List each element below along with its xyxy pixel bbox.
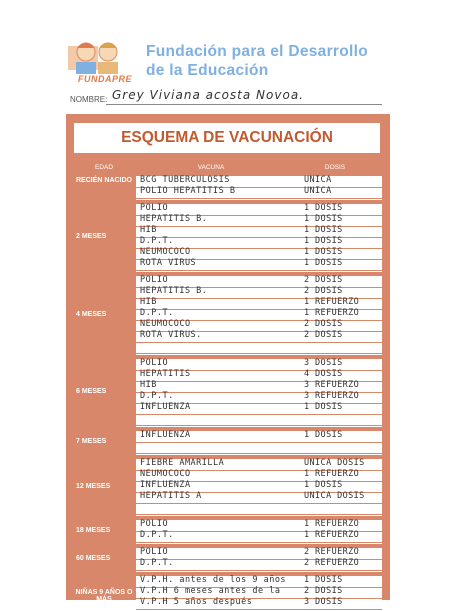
vaccine-name: POLIO — [140, 275, 169, 285]
vaccine-name: D.P.T. — [140, 558, 174, 568]
vaccine-name: INFLUENZA — [140, 480, 191, 490]
vaccine-row — [136, 342, 382, 354]
dose-value: 2 DOSIS — [304, 275, 343, 285]
vaccine-row — [136, 414, 382, 426]
dose-value: UNICA — [304, 175, 332, 185]
vaccine-name: D.P.T. — [140, 391, 174, 401]
vaccine-name: NEUMOCOCO — [140, 469, 191, 479]
dose-value: 1 REFUERZO — [304, 519, 360, 529]
age-label: NIÑAS 9 AÑOS O MÁS — [75, 588, 133, 603]
dose-value: 1 DOSIS — [304, 258, 343, 268]
vaccine-name: NEUMOCOCO — [140, 247, 191, 257]
dose-value: 1 REFUERZO — [304, 308, 360, 318]
dose-value: 1 REFUERZO — [304, 530, 360, 540]
vaccine-row — [136, 187, 382, 199]
dose-value: 1 DOSIS — [304, 203, 343, 213]
vaccine-name: V.P.H. antes de los 9 años — [140, 575, 287, 585]
column-header-dose: DOSIS — [324, 164, 346, 171]
vaccine-name: HEPATITIS B. — [140, 286, 208, 296]
name-value: Grey Viviana acosta Novoa. — [112, 88, 304, 102]
vaccine-name: HEPATITIS — [140, 369, 191, 379]
age-label: 2 MESES — [76, 233, 107, 240]
vaccine-name: ROTA VIRUS. — [140, 330, 202, 340]
vaccine-row — [136, 442, 382, 454]
vaccine-name: D.P.T. — [140, 236, 174, 246]
dose-value: 1 DOSIS — [304, 225, 343, 235]
dose-value: 1 DOSIS — [304, 402, 343, 412]
children-logo-icon — [66, 38, 138, 78]
dose-value: 1 DOSIS — [304, 236, 343, 246]
dose-value: 1 DOSIS — [304, 214, 343, 224]
vaccine-row — [136, 559, 382, 571]
org-line-1: Fundación para el Desarrollo — [146, 43, 369, 60]
vaccine-row — [136, 259, 382, 271]
vaccine-name: HEPATITIS A — [140, 491, 202, 501]
vaccine-name: POLIO — [140, 519, 169, 529]
age-label: 18 MESES — [76, 527, 111, 534]
dose-value: 4 DOSIS — [304, 369, 343, 379]
vaccine-name: HEPATITIS B. — [140, 214, 208, 224]
dose-value: 2 REFUERZO — [304, 547, 360, 557]
dose-value: 1 DOSIS — [304, 247, 343, 257]
dose-value: 3 DOSIS — [304, 597, 343, 607]
age-label: 6 MESES — [76, 388, 107, 395]
vaccine-name: BCG TUBERCULOSIS — [140, 175, 230, 185]
dose-value: 2 REFUERZO — [304, 558, 360, 568]
age-label: 7 MESES — [76, 438, 107, 445]
dose-value: 1 REFUERZO — [304, 469, 360, 479]
dose-value: 1 DOSIS — [304, 430, 343, 440]
vaccine-name: ROTA VIRUS — [140, 258, 197, 268]
column-header-vaccine: VACUNA — [197, 164, 225, 171]
vaccine-name: INFLUENZA — [140, 402, 191, 412]
dose-value: 3 DOSIS — [304, 358, 343, 368]
name-underline — [106, 104, 382, 105]
dose-value: 2 DOSIS — [304, 586, 343, 596]
vaccine-name: POLIO — [140, 358, 169, 368]
age-label: 60 MESES — [76, 555, 111, 562]
vaccine-name: D.P.T. — [140, 530, 174, 540]
organization-name — [146, 42, 446, 80]
age-label: RECIÉN NACIDO — [76, 177, 133, 184]
dose-value: 2 DOSIS — [304, 286, 343, 296]
vaccine-name: D.P.T. — [140, 308, 174, 318]
vaccine-name: POLIO — [140, 547, 169, 557]
name-label: NOMBRE: — [70, 95, 108, 104]
vaccine-name: HIB — [140, 297, 157, 307]
dose-value: 1 DOSIS — [304, 480, 343, 490]
vaccine-name: HIB — [140, 225, 157, 235]
org-line-2: de la Educación — [146, 62, 269, 79]
vaccine-name: POLIO HEPATITIS B — [140, 186, 236, 196]
dose-value: 2 DOSIS — [304, 330, 343, 340]
sheet-title: ESQUEMA DE VACUNACIÓN — [74, 123, 380, 153]
vaccine-row — [136, 503, 382, 515]
dose-value: 3 REFUERZO — [304, 391, 360, 401]
vaccine-name: V.P.H 6 meses antes de la — [140, 586, 281, 596]
logo-text: FUNDAPRE — [77, 74, 132, 84]
age-label: 4 MESES — [76, 310, 107, 318]
dose-value: 2 DOSIS — [304, 319, 343, 329]
vaccine-name: POLIO — [140, 203, 169, 213]
age-label: 12 MESES — [76, 482, 111, 490]
column-header-age: EDAD — [94, 164, 114, 171]
vaccine-name: HIB — [140, 380, 157, 390]
vaccine-name: FIEBRE AMARILLA — [140, 458, 225, 468]
dose-value: UNICA DOSIS — [304, 458, 365, 468]
vaccine-name: V.P.H 5 años después — [140, 597, 253, 607]
vaccine-name: INFLUENZA — [140, 430, 191, 440]
dose-value: 1 DOSIS — [304, 575, 343, 585]
dose-value: 3 REFUERZO — [304, 380, 360, 390]
dose-value: UNICA — [304, 186, 332, 196]
vaccine-row — [136, 531, 382, 543]
dose-value: UNICA DOSIS — [304, 491, 365, 501]
dose-value: 1 REFUERZO — [304, 297, 360, 307]
vaccine-name: NEUMOCOCO — [140, 319, 191, 329]
